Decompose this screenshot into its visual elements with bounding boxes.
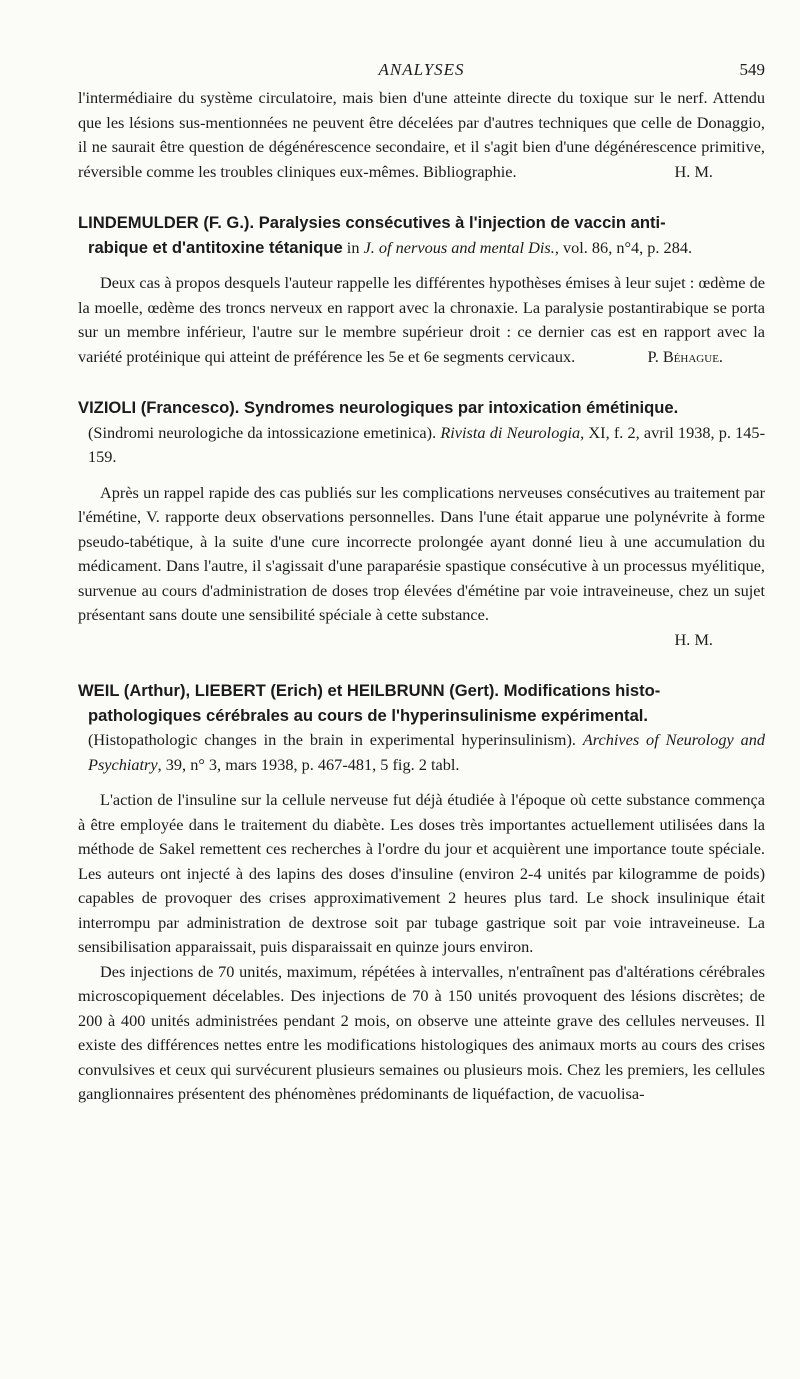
entry-heading [78, 679, 765, 777]
entry-source-line [78, 421, 765, 470]
entry-signature: P. Béhague. [647, 346, 723, 366]
entry-body-text: Après un rappel rapide des cas publiés sur les complications nerveuses consécutives au traitement par l'émétine, V. rapporte deux observations personnelles. Dans l'une était apparue une polynévrite à forme pseudo-tabétique, à la suite d'une cure incorrecte prolongée ayant donné lieu à une accumulation du médicament. Dans l'autre, il s'agissait d'une paraparésie spastique consécutive à un processus myélitique, survenue au cours d'administration de doses trop élevées d'émétine par voie intraveineuse, chez un sujet présentant sans doute une sensibilité spéciale à cette substance. [78, 482, 765, 624]
entry-authors: WEIL (Arthur), LIEBERT (Erich) et HEILBRUNN (Gert). [78, 681, 499, 700]
entry-vizioli [78, 396, 765, 652]
entry-paragraph: Des injections de 70 unités, maximum, répétées à intervalles, n'entraînent pas d'altérations cérébrales microscopiquement décelables. Des injections de 70 à 150 unités provoquent des lésions discrètes; de 200 à 400 unités administrées pendant 2 mois, on observe une atteinte grave des cellules nerveuses. Il existe des différences nettes entre les modifications histologiques des animaux morts au cours des crises convulsives et ceux qui survécurent plusieurs semaines ou plusieurs mois. Chez les premiers, les cellules ganglionnaires présentent des phénomènes prédominants de liquéfaction, de vacuolisa- [78, 961, 765, 1103]
entry-source-original: (Histopathologic changes in the brain in experimental hyperinsulinism). [88, 730, 576, 749]
entry-source-original: (Sindromi neurologiche da intossicazione emetinica). [88, 422, 437, 442]
entry-source-suffix: , XI, f. 2, avril 1938, p. 145-159. [88, 422, 765, 466]
entry-title-line2: rabique et d'antitoxine tétanique [88, 237, 343, 257]
entry-source-suffix: , 39, n° 3, mars 1938, p. 467-481, 5 fig. 2 tabl. [157, 754, 460, 774]
entry-signature: H. M. [674, 629, 713, 649]
entry-source-line [78, 728, 765, 777]
entry-heading [78, 211, 765, 260]
entry-heading [78, 396, 765, 470]
entry-journal: Archives of Neurology and Psychiatry [88, 730, 765, 774]
entry-source-prefix: in [342, 237, 364, 257]
page [78, 60, 765, 1107]
entry-journal: Rivista di Neurologia [440, 422, 581, 442]
entry-source-suffix: , vol. 86, n°4, p. 284. [554, 237, 693, 257]
entry-body [78, 481, 765, 653]
entry-author: VIZIOLI (Francesco). [78, 398, 240, 417]
intro-text: l'intermédiaire du système circulatoire, mais bien d'une atteinte directe du toxique sur le nerf. Attendu que les lésions sus-mentionnées ne peuvent être décelées par d'autres techniques que celle de Donaggio, il ne saurait être question de dégénérescence secondaire, et il s'agit bien d'une dégénérescence primitive, réversible comme les troubles cliniques eux-mêmes. Bibliographie. [78, 88, 765, 181]
intro-paragraph-block [78, 86, 765, 184]
entry-title-line1: Paralysies consécutives à l'injection de vaccin anti- [258, 213, 666, 232]
page-number: 549 [739, 60, 765, 79]
entry-paragraph [78, 481, 765, 628]
entry-source-line [78, 236, 765, 261]
page-header [78, 60, 765, 86]
entry-body [78, 271, 765, 369]
entry-title-line1: Modifications histo- [503, 681, 661, 700]
entry-signature-line [78, 628, 765, 653]
entry-paragraph [78, 271, 765, 369]
entry-lindemulder [78, 211, 765, 369]
entry-body-text: Deux cas à propos desquels l'auteur rappelle les différentes hypothèses émises à leur sujet : œdème de la moelle, œdème des troncs nerveux en rapport avec la chronaxie. La paralysie postantirabique se porta sur un membre inférieur, l'autre sur le membre supérieur droit : ce dernier cas est en rapport avec la variété protéinique qui atteint de préférence les 5e et 6e segments cervicaux. [78, 273, 765, 366]
intro-signature: H. M. [674, 161, 713, 181]
running-title: ANALYSES [378, 60, 465, 79]
entry-journal: J. of nervous and mental Dis. [363, 237, 555, 257]
entry-author: LINDEMULDER (F. G.). [78, 213, 255, 232]
entry-body [78, 788, 765, 1107]
entry-title: Syndromes neurologiques par intoxication émétinique. [244, 398, 679, 417]
entry-weil [78, 679, 765, 1107]
entry-paragraph: L'action de l'insuline sur la cellule nerveuse fut déjà étudiée à l'époque où cette substance commença à être employée dans le traitement du diabète. Les doses très importantes actuellement utilisées dans la méthode de Sakel remettent ces recherches à l'ordre du jour et acquièrent une importance toute spéciale. Les auteurs ont injecté à des lapins des doses d'insuline (environ 2-4 unités par kilogramme de poids) capables de provoquer des crises approximativement 2 heures plus tard. Le shock insulinique était interrompu par administration de dextrose soit par tubage gastrique soit par voie intraveineuse. La sensibilisation apparaissait, puis disparaissait en quinze jours environ. [78, 790, 765, 956]
entry-title-line2: pathologiques cérébrales au cours de l'hyperinsulinisme expérimental. [88, 705, 649, 725]
intro-paragraph [78, 86, 765, 184]
